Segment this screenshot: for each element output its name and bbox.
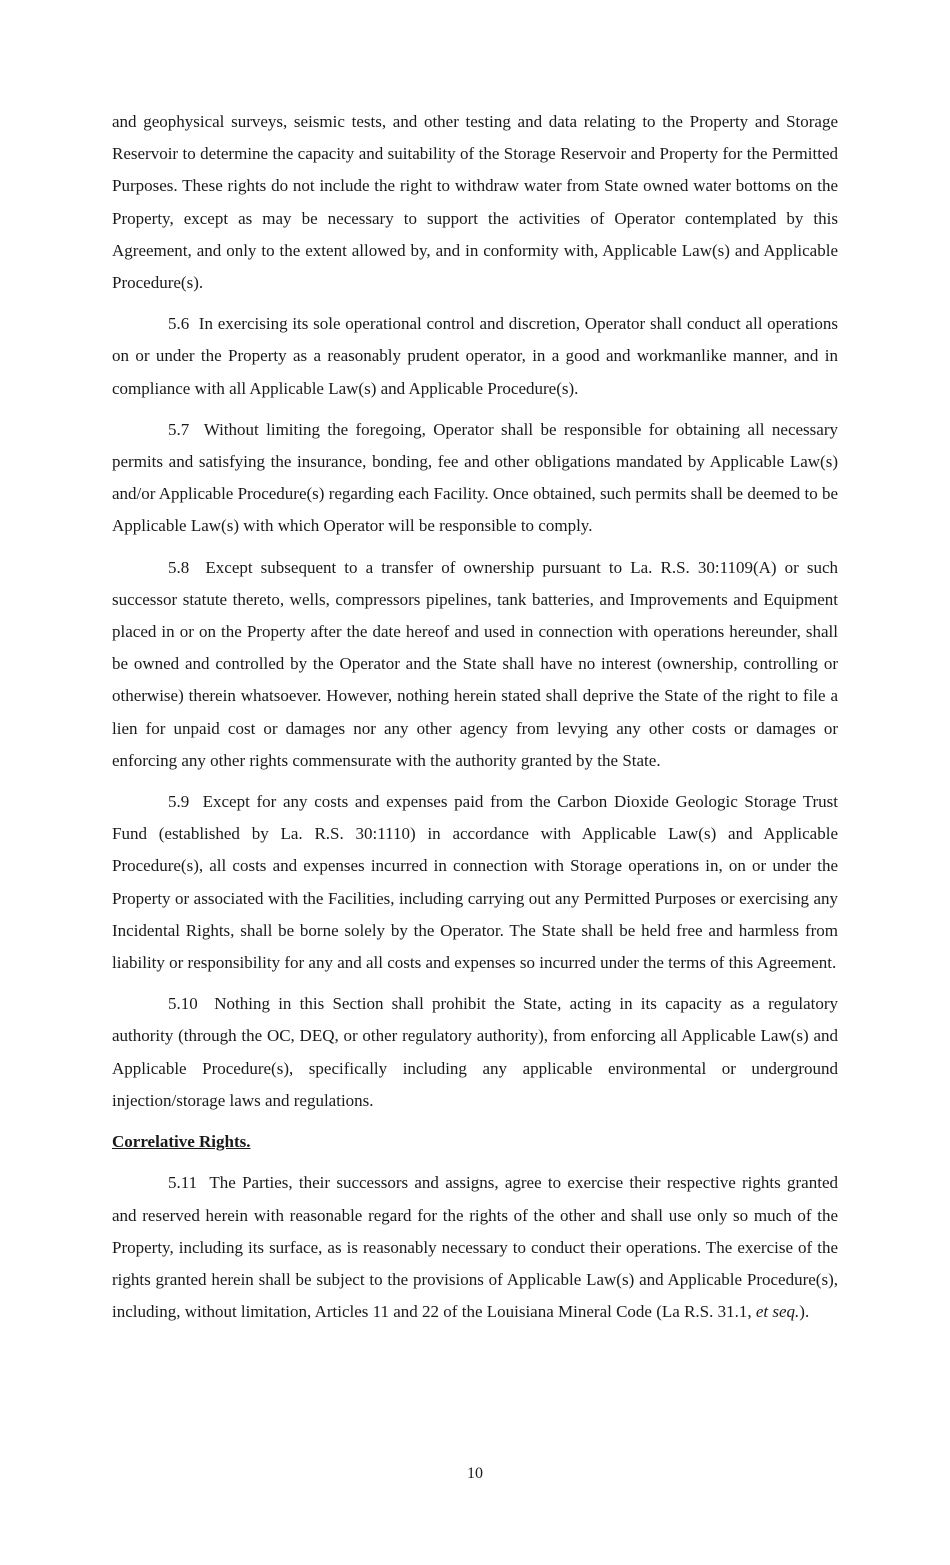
section-heading-correlative-rights: Correlative Rights. [112,1132,251,1152]
section-number: 5.7 [168,419,190,439]
paragraph-5-6 [112,308,838,405]
paragraph-intro: and geophysical surveys, seismic tests, and other testing and data relating to the Property and Storage Reservoir to determine the capacity and suitability of the Storage Reservoir and Property for the Permitted Purposes. These rights do not include the right to withdraw water from State owned water bottoms on the Property, except as may be necessary to support the activities of Operator contemplated by this Agreement, and only to the extent allowed by, and in conformity with, Applicable Law(s) and Applicable Procedure(s). [112,112,838,293]
paragraph-text: Nothing in this Section shall prohibit the State, acting in its capacity as a regulatory authority (through the OC, DEQ, or other regulatory authority), from enforcing all Applicable Law(s) and Applicable Procedure(s), specifically including any applicable environmental or underground injection/storage laws and regulations. [112,994,839,1110]
paragraph-5-11 [112,1167,838,1328]
paragraph-5-10 [112,988,838,1117]
paragraph-5-8 [112,552,838,777]
page-number: 10 [467,1465,483,1482]
paragraph-5-7 [112,414,838,543]
italic-citation: et seq. [755,1302,800,1322]
paragraph-5-9 [112,786,838,979]
section-number: 5.10 [168,994,198,1014]
paragraph-text: Except for any costs and expenses paid from the Carbon Dioxide Geologic Storage Trust Fund (established by La. R.S. 30:1110) in accordance with Applicable Law(s) and Applicable Procedure(s), all costs and expenses incurred in connection with Storage operations in, on or under the Property or associated with the Facilities, including carrying out any Permitted Purposes or exercising any Incidental Rights, shall be borne solely by the Operator. The State shall be held free and harmless from liability or responsibility for any and all costs and expenses so incurred under the terms of this Agreement. [112,792,838,973]
paragraph-tail: ). [799,1302,810,1322]
paragraph-text: The Parties, their successors and assigns, agree to exercise their respective rights granted and reserved herein with reasonable regard for the rights of the other and shall use only so much of the Property, including its surface, as is reasonably necessary to conduct their operations. The exercise of the rights granted herein shall be subject to the provisions of Applicable Law(s) and Applicable Procedure(s), including, without limitation, Articles 11 and 22 of the Louisiana Mineral Code (La R.S. 31.1, [112,1173,838,1322]
document-page [112,106,838,1337]
section-number: 5.6 [168,314,190,334]
section-number: 5.11 [168,1173,198,1193]
paragraph-text: Except subsequent to a transfer of ownership pursuant to La. R.S. 30:1109(A) or such successor statute thereto, wells, compressors pipelines, tank batteries, and Improvements and Equipment placed in or on the Property after the date hereof and used in connection with operations hereunder, shall be owned and controlled by the Operator and the State shall have no interest (ownership, controlling or otherwise) therein whatsoever. However, nothing herein stated shall deprive the State of the right to file a lien for unpaid cost or damages nor any other agency from levying any other costs or damages or enforcing any other rights commensurate with the authority granted by the State. [112,557,839,770]
section-number: 5.8 [168,557,190,577]
paragraph-text: In exercising its sole operational control and discretion, Operator shall conduct all operations on or under the Property as a reasonably prudent operator, in a good and workmanlike manner, and in compliance with all Applicable Law(s) and Applicable Procedure(s). [112,314,839,398]
section-number: 5.9 [168,792,190,812]
paragraph-text: Without limiting the foregoing, Operator shall be responsible for obtaining all necessary permits and satisfying the insurance, bonding, fee and other obligations mandated by Applicable Law(s) and/or Applicable Procedure(s) regarding each Facility. Once obtained, such permits shall be deemed to be Applicable Law(s) with which Operator will be responsible to comply. [112,419,838,536]
